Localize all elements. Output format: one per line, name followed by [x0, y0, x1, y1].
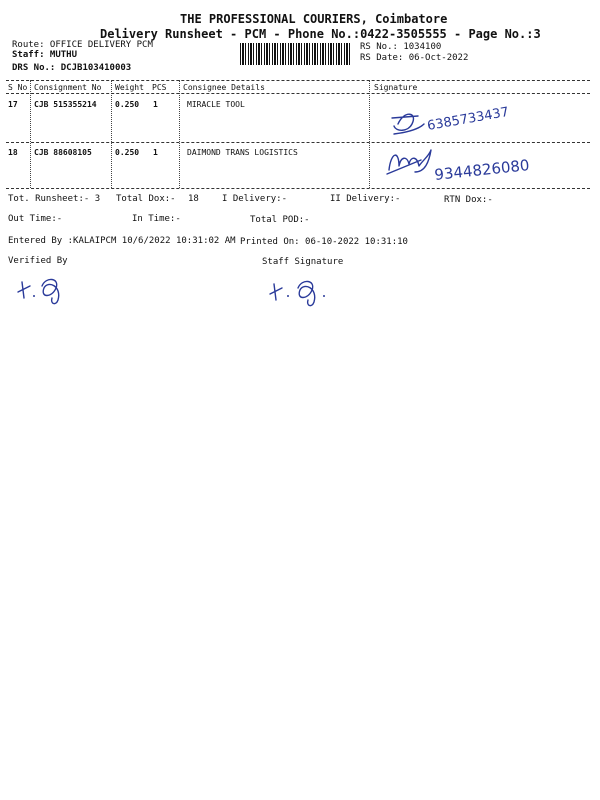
printed-on: Printed On: 06-10-2022 10:31:10: [240, 237, 408, 247]
row-sno: 17: [8, 100, 18, 109]
staff-signature-label: Staff Signature: [262, 257, 344, 267]
row-pcs: 1: [153, 100, 158, 109]
ii-delivery-label: II Delivery:-: [330, 194, 401, 204]
row-consignee: MIRACLE TOOL: [187, 100, 245, 109]
total-pod-label: Total POD:-: [250, 215, 310, 225]
verifier-signature: [16, 272, 76, 308]
row-sno: 18: [8, 148, 18, 157]
col-sno: S No: [8, 83, 28, 92]
handwritten-signature-row-18: [385, 146, 565, 192]
table-top-divider: [6, 80, 590, 81]
row-divider: [6, 142, 590, 143]
company-name: THE PROFESSIONAL COURIERS, Coimbatore: [180, 12, 448, 26]
in-time-label: In Time:-: [132, 214, 181, 224]
drs-number: DRS No.: DCJB103410003: [12, 63, 132, 73]
total-dox-label: Total Dox:-: [116, 194, 176, 204]
staff-signature: [268, 274, 338, 310]
col-weight: Weight: [115, 83, 144, 92]
row-pcs: 1: [153, 148, 158, 157]
column-divider: [30, 80, 31, 188]
col-consignment: Consignment No: [34, 83, 102, 92]
route-label: Route: OFFICE DELIVERY PCM: [12, 40, 153, 50]
barcode: [240, 43, 352, 65]
out-time-label: Out Time:-: [8, 214, 63, 224]
header-divider: [6, 93, 590, 94]
rs-date: RS Date: 06-Oct-2022: [360, 53, 469, 63]
handwritten-signature-row-17: [390, 102, 540, 142]
column-divider: [369, 80, 370, 188]
col-consignee: Consignee Details: [183, 83, 265, 92]
signature-phone-note: 9344826080: [433, 156, 531, 184]
col-signature: Signature: [374, 83, 418, 92]
row-weight: 0.250: [115, 100, 140, 109]
total-dox-value: 18: [188, 194, 199, 204]
rs-number: RS No.: 1034100: [360, 42, 442, 52]
row-weight: 0.250: [115, 148, 140, 157]
col-pcs: PCS: [152, 83, 167, 92]
row-consignee: DAIMOND TRANS LOGISTICS: [187, 148, 298, 157]
staff-label: Staff: MUTHU: [12, 50, 78, 60]
signature-phone-note: 6385733437: [426, 104, 511, 134]
column-divider: [111, 80, 112, 188]
i-delivery-label: I Delivery:-: [222, 194, 288, 204]
runsheet-title: Delivery Runsheet - PCM - Phone No.:0422-3505555 - Page No.:3: [100, 27, 541, 41]
row-consignment: CJB 88608105: [34, 148, 92, 157]
rtn-dox-label: RTN Dox:-: [444, 195, 493, 205]
verified-by-label: Verified By: [8, 256, 68, 266]
total-runsheet: Tot. Runsheet:- 3: [8, 194, 101, 204]
row-consignment: CJB 515355214: [34, 100, 97, 109]
entered-by: Entered By :KALAIPCM 10/6/2022 10:31:02 AM: [8, 236, 236, 246]
column-divider: [179, 80, 180, 188]
